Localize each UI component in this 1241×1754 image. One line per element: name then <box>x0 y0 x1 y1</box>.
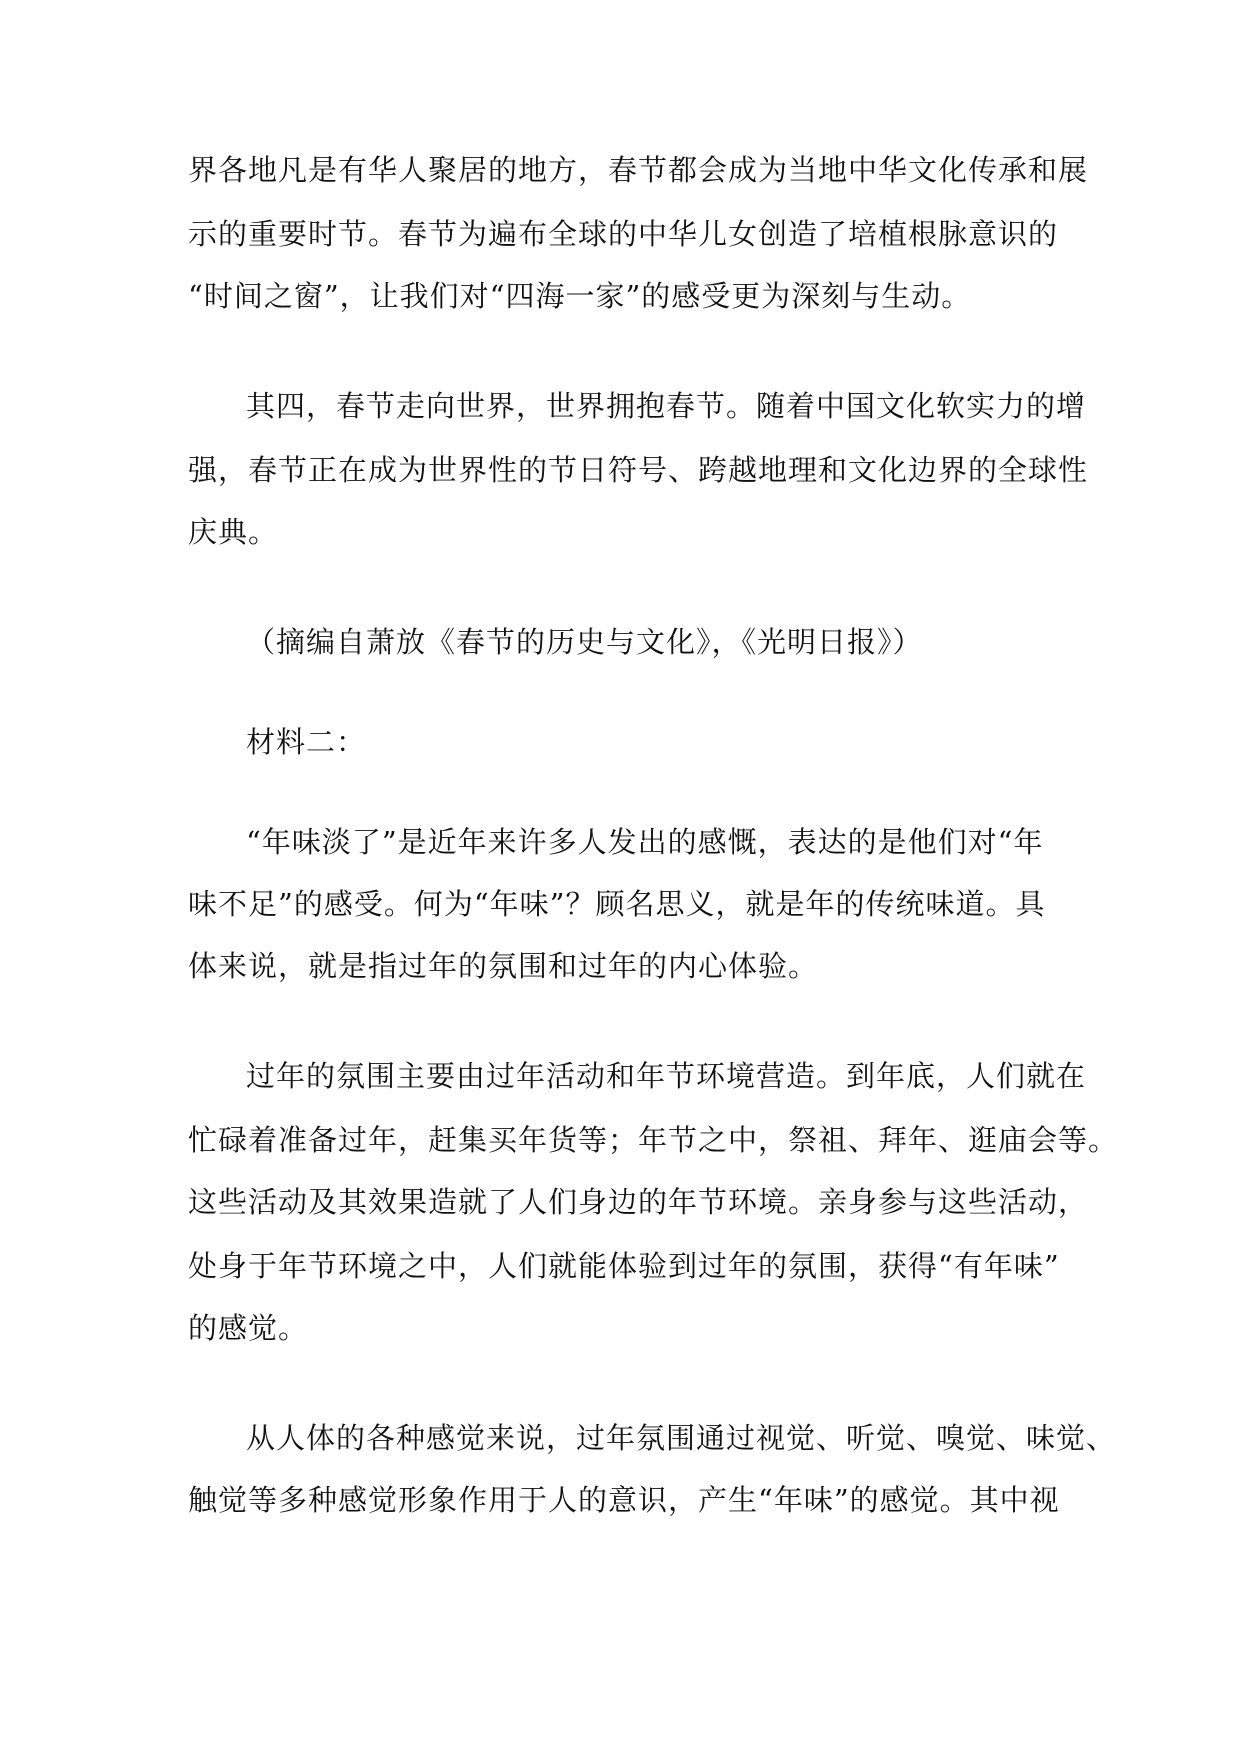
text-line-16: 的感觉。 <box>188 1311 309 1345</box>
section-heading: 材料二： <box>246 725 367 759</box>
text-line-5: 强，春节正在成为世界性的节日符号、跨越地理和文化边界的全球性 <box>188 453 1089 487</box>
source-citation: （摘编自萧放《春节的历史与文化》，《光明日报》） <box>246 625 923 659</box>
text-line-11: 体来说，就是指过年的氛围和过年的内心体验。 <box>188 949 819 983</box>
text-line-14: 这些活动及其效果造就了人们身边的年节环境。亲身参与这些活动， <box>188 1185 1089 1219</box>
text-line-2: 示的重要时节。春节为遍布全球的中华儿女创造了培植根脉意识的 <box>188 217 1059 251</box>
text-line-4: 其四，春节走向世界，世界拥抱春节。随着中国文化软实力的增 <box>246 389 1087 423</box>
text-line-17: 从人体的各种感觉来说，过年氛围通过视觉、听觉、嗅觉、味觉、 <box>246 1421 1117 1455</box>
text-line-12: 过年的氛围主要由过年活动和年节环境营造。到年底，人们就在 <box>246 1059 1087 1093</box>
text-line-9: “年味淡了”是近年来许多人发出的感慨，表达的是他们对“年 <box>246 825 1044 859</box>
text-line-6: 庆典。 <box>188 515 279 549</box>
text-line-18: 触觉等多种感觉形象作用于人的意识，产生“年味”的感觉。其中视 <box>188 1483 1060 1517</box>
text-line-13: 忙碌着准备过年，赶集买年货等；年节之中，祭祖、拜年、逛庙会等。 <box>188 1123 1119 1157</box>
text-line-1: 界各地凡是有华人聚居的地方，春节都会成为当地中华文化传承和展 <box>188 153 1089 187</box>
text-line-15: 处身于年节环境之中，人们就能体验到过年的氛围，获得“有年味” <box>188 1249 1060 1283</box>
text-line-10: 味不足”的感受。何为“年味”？顾名思义，就是年的传统味道。具 <box>188 887 1046 921</box>
text-line-3: “时间之窗”，让我们对“四海一家”的感受更为深刻与生动。 <box>188 279 972 313</box>
